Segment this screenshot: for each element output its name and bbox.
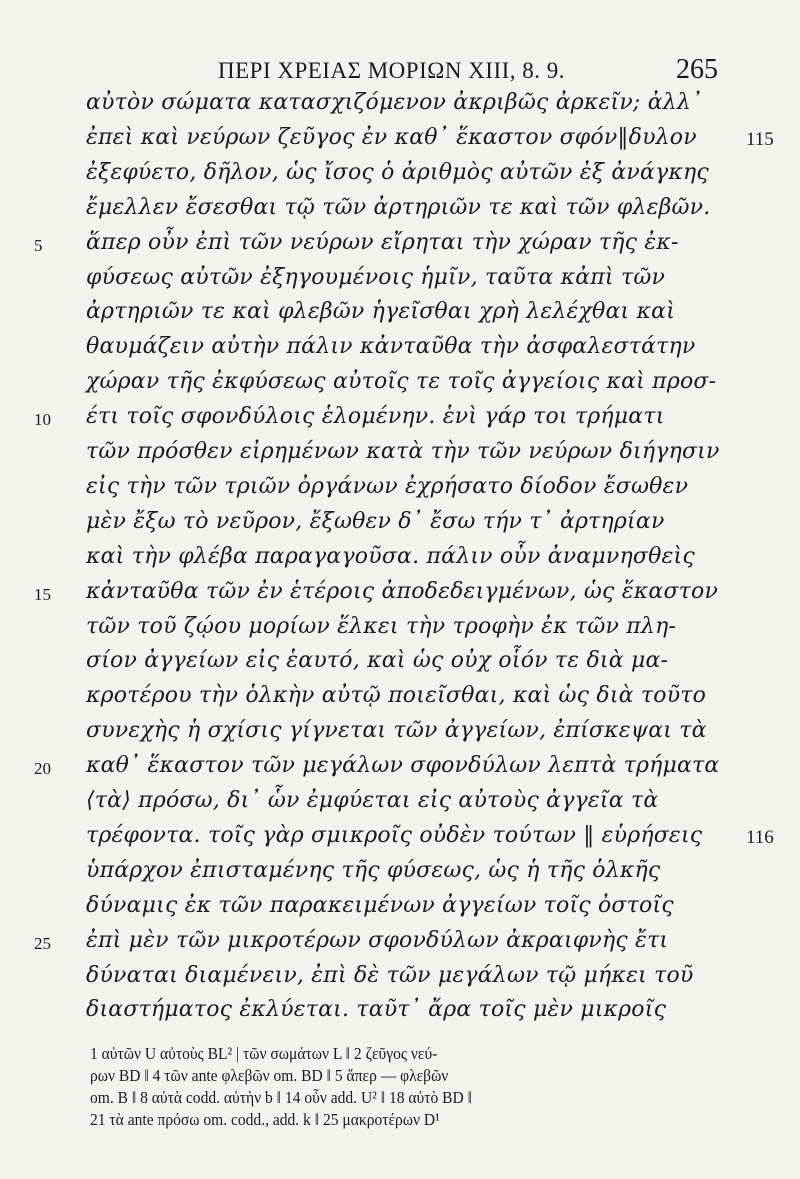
line-text: τρέφοντα. τοῖς γὰρ σμικροῖς οὐδὲν τούτων ‖ εὑρήσεις (86, 822, 703, 848)
line-text: αὐτὸν σώματα κατασχιζόμενον ἀκριβῶς ἀρκεῖν; ἀλλ᾽ (86, 90, 703, 115)
line-text: ⟨τὰ⟩ πρόσω, δι᾽ ὧν ἐμφύεται εἰς αὐτοὺς ἀγγεῖα τὰ (86, 788, 659, 813)
text-line (0, 509, 800, 543)
text-line (0, 683, 800, 717)
line-text: καθ᾽ ἕκαστον τῶν μεγάλων σφονδύλων λεπτὰ τρήματα (86, 753, 720, 779)
text-line (0, 753, 800, 787)
text-line (0, 404, 800, 438)
text-line (0, 648, 800, 682)
line-text: τῶν τοῦ ζῴου μορίων ἕλκει τὴν τροφὴν ἐκ τῶν πλη- (86, 613, 677, 639)
marginal-page-ref: 115 (746, 128, 774, 150)
line-number: 5 (34, 235, 43, 255)
line-number: 10 (34, 410, 51, 430)
line-text: ἔμελλεν ἔσεσθαι τῷ τῶν ἀρτηριῶν τε καὶ τῶν φλεβῶν. (86, 194, 711, 220)
footnote-line: 21 τὰ ante πρόσω om. codd., add. k ‖ 25 μακροτέρων D¹ (90, 1110, 440, 1129)
page-header (0, 52, 800, 92)
text-line (0, 963, 800, 997)
text-line (0, 997, 800, 1031)
footnote-line: 1 αὐτῶν U αὐτοὺς BL² | τῶν σωμάτων L ‖ 2 ζεῦγος νεύ- (90, 1044, 438, 1063)
text-line (0, 195, 800, 229)
text-line (0, 928, 800, 962)
text-line (0, 474, 800, 508)
text-line (0, 579, 800, 613)
line-text: ἐπὶ μὲν τῶν μικροτέρων σφονδύλων ἀκραιφνὴς ἔτι (86, 927, 669, 953)
line-text: φύσεως αὐτῶν ἐξηγουμένοις ἡμῖν, ταῦτα κἀπὶ τῶν (86, 264, 666, 290)
line-text: ὑπάρχον ἐπισταμένης τῆς φύσεως, ὡς ἡ τῆς ὁλκῆς (86, 857, 661, 883)
text-line (0, 893, 800, 927)
line-text: χώραν τῆς ἐκφύσεως αὐτοῖς τε τοῖς ἀγγείοις καὶ προσ- (86, 369, 717, 395)
line-text: τῶν πρόσθεν εἰρημένων κατὰ τὴν τῶν νεύρων διήγησιν (86, 439, 720, 464)
text-line (0, 788, 800, 822)
line-text: έτι τοῖς σφονδύλοις ἑλομένην. ἑνὶ γάρ τοι τρήματι (86, 404, 665, 430)
line-text: θαυμάζειν αὐτὴν πάλιν κἀνταῦθα τὴν ἀσφαλεστάτην (86, 334, 696, 360)
text-line (0, 160, 800, 194)
line-text: εἰς τὴν τῶν τριῶν ὀργάνων ἐχρήσατο δίοδον ἔσωθεν (86, 473, 689, 499)
text-line (0, 823, 800, 857)
text-line (0, 334, 800, 368)
text-line (0, 90, 800, 124)
line-text: κροτέρου τὴν ὁλκὴν αὐτῷ ποιεῖσθαι, καὶ ὡς διὰ τοῦτο (86, 683, 707, 709)
text-line (0, 125, 800, 159)
line-number: 25 (34, 933, 51, 953)
text-line (0, 265, 800, 299)
text-line (0, 299, 800, 333)
line-text: μὲν ἔξω τὸ νεῦρον, ἔξωθεν δ᾽ ἔσω τήν τ᾽ ἀρτηρίαν (86, 508, 665, 534)
text-line (0, 718, 800, 752)
line-text: ἐπεὶ καὶ νεύρων ζεῦγος ἐν καθ᾽ ἕκαστον σφόν‖δυλον (86, 124, 697, 150)
line-number: 15 (34, 584, 51, 604)
text-line (0, 858, 800, 892)
line-number: 20 (34, 759, 51, 779)
line-text: καὶ τὴν φλέβα παραγαγοῦσα. πάλιν οὖν ἀναμνησθεὶς (86, 543, 695, 569)
text-line (0, 369, 800, 403)
footnote-line: ρων BD ‖ 4 τῶν ante φλεβῶν om. BD ‖ 5 ἅπερ — φλεβῶν (90, 1066, 449, 1085)
text-line (0, 544, 800, 578)
text-line (0, 439, 800, 473)
line-text: δύναται διαμένειν, ἐπὶ δὲ τῶν μεγάλων τῷ μήκει τοῦ (86, 962, 694, 988)
running-head: ΠΕΡΙ ΧΡΕΙΑΣ ΜΟΡΙΩΝ XIII, 8. 9. (218, 58, 566, 83)
line-text: κἀνταῦθα τῶν ἐν ἑτέροις ἀποδεδειγμένων, ὡς ἕκαστον (86, 578, 719, 604)
text-line (0, 230, 800, 264)
marginal-page-ref: 116 (746, 826, 774, 848)
line-text: διαστήματος ἐκλύεται. ταῦτ᾽ ἄρα τοῖς μὲν μικροῖς (86, 997, 667, 1023)
page-number: 265 (676, 54, 718, 85)
line-text: δύναμις ἐκ τῶν παρακειμένων ἀγγείων τοῖς ὀστοῖς (86, 892, 674, 918)
line-text: ἐξεφύετο, δῆλον, ὡς ἴσος ὁ ἀριθμὸς αὐτῶν ἐξ ἀνάγκης (86, 159, 709, 185)
text-line (0, 614, 800, 648)
line-text: συνεχὴς ἡ σχίσις γίγνεται τῶν ἀγγείων, ἐπίσκεψαι τὰ (86, 718, 707, 744)
line-text: σίον ἀγγείων εἰς ἑαυτό, καὶ ὡς οὐχ οἷόν τε διὰ μα- (86, 648, 669, 674)
footnote-line: om. B ‖ 8 αὐτὰ codd. αὐτὴν b ‖ 14 οὖν add. U² ‖ 18 αὐτὸ BD ‖ (90, 1088, 472, 1107)
line-text: ἅπερ οὖν ἐπὶ τῶν νεύρων εἴρηται τὴν χώραν τῆς ἐκ- (86, 229, 679, 255)
line-text: ἀρτηριῶν τε καὶ φλεβῶν ἡγεῖσθαι χρὴ λελέχθαι καὶ (86, 299, 676, 325)
